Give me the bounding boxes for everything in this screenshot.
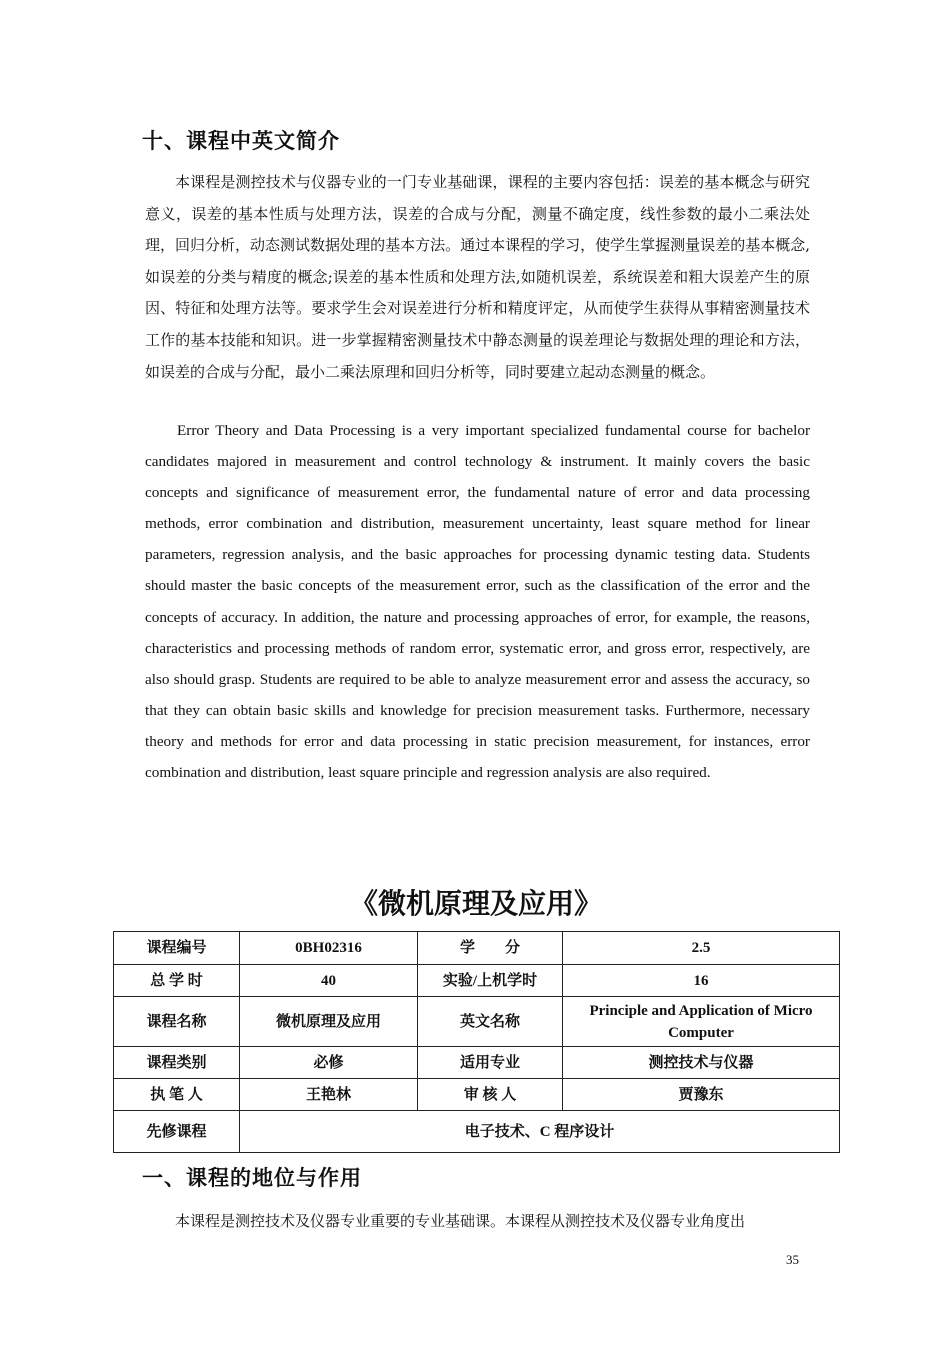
author-label: 执 笔 人 (114, 1079, 240, 1111)
section-10-heading: 十、课程中英文简介 (142, 129, 340, 153)
course-name-value: 微机原理及应用 (240, 997, 418, 1047)
prerequisite-value: 电子技术、C 程序设计 (240, 1111, 840, 1153)
course-intro-english: Error Theory and Data Processing is a very important specialized fundamental course for bachelor candidates majored in measurement and control technology & instrument. It mainly covers the basic concepts and significance of measurement error, the fundamental nature of error and data processing methods, error combination and distribution, measurement uncertainty, least square method for linear parameters, regression analysis, and the basic approaches for processing dynamic testing data. Students should master the basic concepts of the measurement error, such as the classification of the error and the concepts of accuracy. In addition, the nature and processing approaches of error, for example, the reasons, characteristics and processing methods of random error, systematic error, and gross error, respectively, are also should grasp. Students are required to be able to analyze measurement error and assess the accuracy, so that they can obtain basic skills and knowledge for precision measurement tasks. Furthermore, necessary theory and methods for error and data processing in static precision measurement, for instances, error combination and distribution, least square principle and regression analysis are also required. (145, 422, 810, 782)
prerequisite-label: 先修课程 (114, 1111, 240, 1153)
lab-hours-label: 实验/上机学时 (418, 965, 563, 997)
table-row (114, 1047, 840, 1079)
english-name-label: 英文名称 (418, 997, 563, 1047)
course-name-label: 课程名称 (114, 997, 240, 1047)
course-intro-chinese: 本课程是测控技术与仪器专业的一门专业基础课，课程的主要内容包括：误差的基本概念与研究意义，误差的基本性质与处理方法，误差的合成与分配，测量不确定度，线性参数的最小二乘法处理，回归分析，动态测试数据处理的基本方法。通过本课程的学习，使学生掌握测量误差的基本概念,如误差的分类与精度的概念;误差的基本性质和处理方法,如随机误差，系统误差和粗大误差产生的原因、特征和处理方法等。要求学生会对误差进行分析和精度评定，从而使学生获得从事精密测量技术工作的基本技能和知识。进一步掌握精密测量技术中静态测量的误差理论与数据处理的理论和方法，如误差的合成与分配，最小二乘法原理和回归分析等，同时要建立起动态测量的概念。 (145, 173, 810, 381)
section-1-heading: 一、课程的地位与作用 (142, 1166, 362, 1190)
major-label: 适用专业 (418, 1047, 563, 1079)
english-name-value: Principle and Application of Micro Computer (563, 997, 840, 1047)
major-value: 测控技术与仪器 (563, 1047, 840, 1079)
table-row (114, 997, 840, 1047)
page-number: 35 (786, 1252, 799, 1267)
section-1-paragraph: 本课程是测控技术及仪器专业重要的专业基础课。本课程从测控技术及仪器专业角度出 (175, 1212, 746, 1230)
course-code-label: 课程编号 (114, 932, 240, 965)
course-title: 《微机原理及应用》 (349, 887, 602, 920)
course-type-value: 必修 (240, 1047, 418, 1079)
table-row (114, 1079, 840, 1111)
credit-label: 学 分 (418, 932, 563, 965)
reviewer-label: 审 核 人 (418, 1079, 563, 1111)
course-type-label: 课程类别 (114, 1047, 240, 1079)
course-code-value: 0BH02316 (240, 932, 418, 965)
credit-value: 2.5 (563, 932, 840, 965)
course-info-table (113, 931, 840, 1153)
total-hours-value: 40 (240, 965, 418, 997)
table-row (114, 932, 840, 965)
table-row (114, 965, 840, 997)
reviewer-value: 贾豫东 (563, 1079, 840, 1111)
lab-hours-value: 16 (563, 965, 840, 997)
table-row (114, 1111, 840, 1153)
total-hours-label: 总 学 时 (114, 965, 240, 997)
author-value: 王艳林 (240, 1079, 418, 1111)
